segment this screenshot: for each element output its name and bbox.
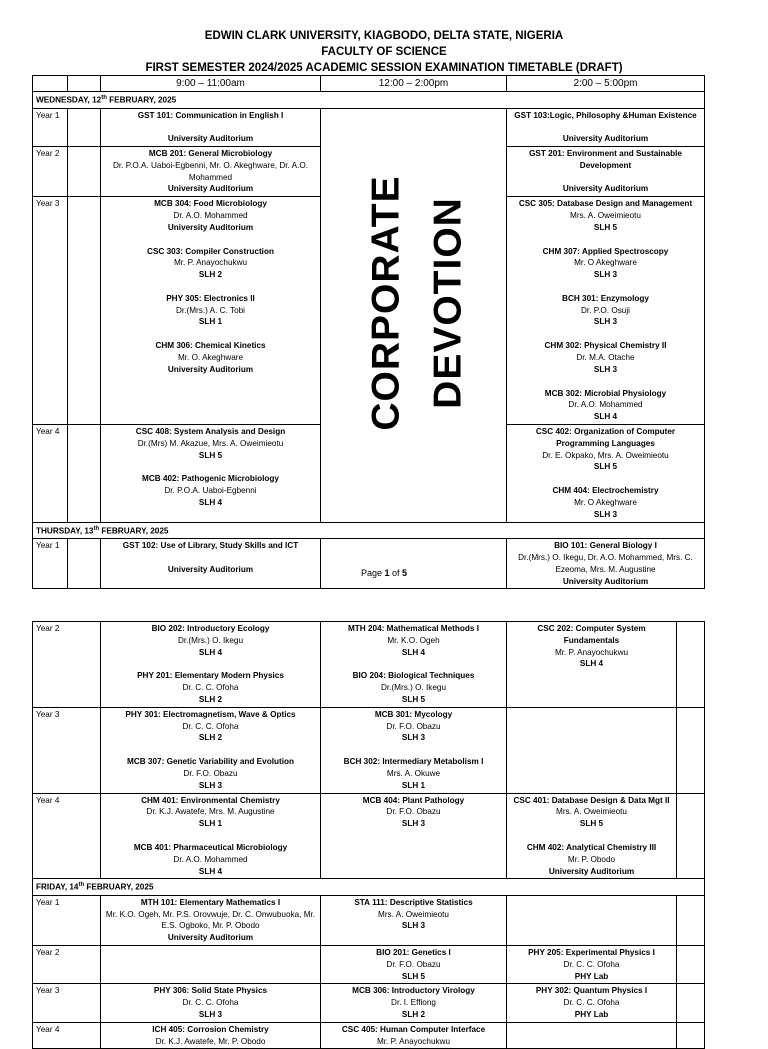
course-title: CSC 303: Compiler Construction bbox=[147, 246, 274, 256]
examiner-names: Mr. O. Akeghware bbox=[177, 353, 244, 363]
exam-entry bbox=[104, 473, 317, 508]
course-title: CSC 402: Organization of Computer Programming Languages bbox=[535, 427, 676, 448]
morning-slot bbox=[101, 895, 321, 945]
exam-venue: SLH 3 bbox=[593, 509, 618, 519]
examiner-names: Dr. C. C. Ofoha bbox=[182, 998, 239, 1008]
exam-entry bbox=[510, 340, 701, 375]
afternoon-slot bbox=[507, 146, 705, 196]
exam-entry bbox=[510, 985, 673, 1020]
morning-slot bbox=[101, 425, 321, 523]
exam-venue: SLH 2 bbox=[198, 694, 223, 704]
course-title: PHY 305: Electronics II bbox=[166, 293, 255, 303]
course-title: CSC 401: Database Design & Data Mgt II bbox=[513, 795, 670, 805]
exam-entry bbox=[104, 340, 317, 375]
year-label: Year 4 bbox=[33, 1022, 101, 1049]
corporate-line-1: CORPORATE bbox=[365, 175, 409, 431]
examiner-names: Mr. O Akeghware bbox=[574, 258, 637, 268]
year-label: Year 2 bbox=[33, 146, 68, 196]
examiner-names: Dr. P.O.A. Uaboi-Egbenni, Mr. O. Akeghware, Dr. A.O. Mohammed bbox=[112, 160, 309, 182]
course-title: CSC 202: Computer System Fundamentals bbox=[537, 624, 646, 645]
afternoon-slot bbox=[507, 197, 705, 425]
exam-venue: SLH 5 bbox=[593, 222, 618, 232]
exam-entry bbox=[324, 985, 503, 1020]
examiner-names: Dr. F.O. Obazu bbox=[386, 807, 441, 817]
course-title: CSC 305: Database Design and Management bbox=[518, 199, 693, 209]
afternoon-slot bbox=[507, 1022, 677, 1049]
exam-venue: University Auditorium bbox=[548, 866, 635, 876]
exam-entry bbox=[104, 897, 317, 944]
examiner-names: Dr. F.O. Obazu bbox=[183, 768, 238, 778]
year-row bbox=[33, 946, 705, 984]
year-row bbox=[33, 622, 705, 708]
exam-entry bbox=[104, 842, 317, 877]
year-label: Year 1 bbox=[33, 539, 68, 589]
blank-cell bbox=[677, 1022, 705, 1049]
day-text: THURSDAY, 13 bbox=[36, 526, 94, 536]
corporate-line-2: DEVOTION bbox=[427, 197, 471, 409]
course-title: PHY 201: Elementary Modern Physics bbox=[137, 671, 284, 681]
examiner-names: Mr. P. Obodo bbox=[567, 854, 616, 864]
course-title: BIO 201: Genetics I bbox=[376, 948, 451, 958]
exam-entry bbox=[510, 110, 701, 145]
exam-venue: SLH 5 bbox=[593, 462, 618, 472]
examiner-names: Dr. E. Okpako, Mrs. A. Oweimieotu bbox=[542, 450, 669, 460]
morning-slot bbox=[101, 108, 321, 146]
blank-cell bbox=[677, 707, 705, 793]
examiner-names: Dr.(Mrs.) O. Ikegu bbox=[177, 635, 244, 645]
exam-entry bbox=[324, 670, 503, 705]
exam-entry bbox=[104, 795, 317, 830]
course-title: BCH 302: Intermediary Metabolism I bbox=[343, 757, 484, 767]
year-label: Year 4 bbox=[33, 793, 101, 879]
exam-venue: SLH 1 bbox=[198, 317, 223, 327]
exam-entry bbox=[324, 623, 503, 658]
slot-header-morning: 9:00 – 11:00am bbox=[101, 76, 321, 92]
exam-venue: SLH 3 bbox=[198, 1010, 223, 1020]
noon-slot bbox=[321, 984, 507, 1022]
examiner-names: Dr. K.J. Awatefe, Mrs. M. Augustine bbox=[146, 807, 275, 817]
exam-entry bbox=[510, 148, 701, 195]
exam-venue: SLH 4 bbox=[593, 412, 618, 422]
day-row bbox=[33, 92, 705, 109]
blank-cell bbox=[677, 946, 705, 984]
spacer bbox=[104, 121, 317, 133]
noon-slot bbox=[321, 946, 507, 984]
morning-slot bbox=[101, 946, 321, 984]
exam-venue: SLH 5 bbox=[579, 819, 604, 829]
exam-venue: SLH 1 bbox=[198, 819, 223, 829]
exam-entry bbox=[510, 426, 701, 473]
blank-cell bbox=[68, 539, 101, 589]
year-label: Year 1 bbox=[33, 895, 101, 945]
course-title: PHY 302: Quantum Physics I bbox=[535, 986, 648, 996]
morning-slot bbox=[101, 984, 321, 1022]
course-title: CHM 401: Environmental Chemistry bbox=[141, 795, 280, 805]
exam-entry bbox=[324, 795, 503, 830]
morning-slot bbox=[101, 622, 321, 708]
exam-venue: SLH 3 bbox=[401, 819, 426, 829]
course-title: MCB 201: General Microbiology bbox=[148, 148, 273, 158]
exam-entry bbox=[104, 709, 317, 744]
exam-venue: SLH 3 bbox=[593, 317, 618, 327]
exam-venue: University Auditorium bbox=[167, 222, 254, 232]
afternoon-slot bbox=[507, 984, 677, 1022]
course-title: CSC 408: System Analysis and Design bbox=[135, 427, 286, 437]
exam-venue: University Auditorium bbox=[562, 576, 649, 586]
course-title: BIO 101: General Biology I bbox=[554, 541, 657, 551]
day-label-friday bbox=[33, 879, 705, 896]
day-month: FEBRUARY, 2025 bbox=[84, 883, 154, 893]
examiner-names: Dr. F.O. Obazu bbox=[386, 959, 441, 969]
page-label-mid: of bbox=[389, 568, 403, 578]
noon-slot bbox=[321, 622, 507, 708]
exam-entry bbox=[104, 623, 317, 658]
exam-venue: University Auditorium bbox=[167, 134, 254, 144]
blank-cell bbox=[677, 984, 705, 1022]
exam-venue: SLH 4 bbox=[198, 866, 223, 876]
examiner-names: Mrs. A. Oweimieotu bbox=[556, 807, 627, 817]
exam-entry bbox=[510, 795, 673, 830]
exam-venue: University Auditorium bbox=[562, 184, 649, 194]
exam-entry bbox=[324, 1024, 503, 1048]
course-title: CSC 405: Human Computer Interface bbox=[341, 1024, 486, 1034]
examiner-names: Mrs. A. Oweimieotu bbox=[570, 210, 641, 220]
exam-venue: University Auditorium bbox=[562, 134, 649, 144]
course-title: MCB 402: Pathogenic Microbiology bbox=[142, 474, 279, 484]
noon-slot bbox=[321, 1022, 507, 1049]
morning-slot bbox=[101, 197, 321, 425]
course-title: MCB 302: Microbial Physiology bbox=[544, 388, 667, 398]
exam-venue: SLH 5 bbox=[198, 450, 223, 460]
year-row bbox=[33, 895, 705, 945]
exam-venue: University Auditorium bbox=[167, 364, 254, 374]
exam-entry bbox=[104, 756, 317, 791]
day-row bbox=[33, 522, 705, 539]
examiner-names: Mr. K.O. Ogeh bbox=[387, 635, 440, 645]
course-title: MCB 401: Pharmaceutical Microbiology bbox=[133, 842, 288, 852]
blank-cell bbox=[68, 146, 101, 196]
noon-slot bbox=[321, 539, 507, 589]
exam-venue: PHY Lab bbox=[574, 1010, 609, 1020]
exam-venue: SLH 2 bbox=[198, 270, 223, 280]
exam-entry bbox=[324, 947, 503, 982]
course-title: CHM 306: Chemical Kinetics bbox=[155, 341, 266, 351]
morning-slot bbox=[101, 707, 321, 793]
exam-entry bbox=[324, 709, 503, 744]
exam-venue: SLH 3 bbox=[198, 780, 223, 790]
year-label: Year 3 bbox=[33, 984, 101, 1022]
page-label-num: 1 bbox=[384, 568, 390, 578]
day-suffix: th bbox=[93, 525, 100, 532]
afternoon-slot bbox=[507, 946, 677, 984]
afternoon-slot bbox=[507, 108, 705, 146]
exam-entry bbox=[104, 293, 317, 328]
blank-cell bbox=[677, 622, 705, 708]
course-title: MCB 404: Plant Pathology bbox=[362, 795, 465, 805]
morning-slot bbox=[101, 1022, 321, 1049]
examiner-names: Dr. C. C. Ofoha bbox=[182, 721, 239, 731]
spacer bbox=[104, 552, 317, 564]
exam-entry bbox=[510, 198, 701, 233]
course-title: BIO 204: Biological Techniques bbox=[352, 671, 475, 681]
exam-entry bbox=[510, 540, 701, 587]
blank-cell bbox=[68, 425, 101, 523]
course-title: CHM 302: Physical Chemistry II bbox=[544, 341, 667, 351]
exam-venue: SLH 1 bbox=[401, 780, 426, 790]
day-label-thursday bbox=[33, 522, 705, 539]
day-month: FEBRUARY, 2025 bbox=[106, 95, 177, 105]
afternoon-slot bbox=[507, 895, 677, 945]
page-number bbox=[0, 568, 768, 578]
examiner-names: Dr. M.A. Otache bbox=[576, 353, 635, 363]
year-row bbox=[33, 1022, 705, 1049]
timetable-page-2 bbox=[32, 621, 705, 1049]
noon-slot bbox=[321, 793, 507, 879]
course-title: ICH 405: Corrosion Chemistry bbox=[152, 1024, 269, 1034]
exam-venue: SLH 3 bbox=[401, 921, 426, 931]
faculty-name: FACULTY OF SCIENCE bbox=[321, 46, 447, 58]
spacer bbox=[510, 121, 701, 133]
exam-entry bbox=[104, 148, 317, 195]
exam-venue: SLH 3 bbox=[401, 733, 426, 743]
exam-entry bbox=[104, 246, 317, 281]
day-month: FEBRUARY, 2025 bbox=[99, 526, 169, 536]
year-row bbox=[33, 707, 705, 793]
course-title: MTH 204: Mathematical Methods I bbox=[347, 624, 480, 633]
year-label: Year 2 bbox=[33, 946, 101, 984]
exam-venue: University Auditorium bbox=[167, 184, 254, 194]
slot-header-afternoon: 2:00 – 5:00pm bbox=[507, 76, 705, 92]
examiner-names: Mr. P. Anayochukwu bbox=[554, 647, 629, 657]
year-row bbox=[33, 984, 705, 1022]
course-title: BIO 202: Introductory Ecology bbox=[151, 624, 270, 633]
exam-venue: SLH 4 bbox=[198, 647, 223, 657]
afternoon-slot bbox=[507, 793, 677, 879]
spacer bbox=[510, 172, 701, 184]
exam-entry bbox=[104, 110, 317, 145]
course-title: PHY 306: Solid State Physics bbox=[153, 986, 268, 996]
examiner-names: Dr. F.O. Obazu bbox=[386, 721, 441, 731]
examiner-names: Dr. A.O. Mohammed bbox=[173, 854, 248, 864]
exam-venue: SLH 2 bbox=[198, 733, 223, 743]
exam-venue: University Auditorium bbox=[167, 933, 254, 943]
exam-venue: SLH 3 bbox=[593, 364, 618, 374]
course-title: STA 111: Descriptive Statistics bbox=[354, 897, 473, 907]
exam-entry bbox=[104, 198, 317, 233]
examiner-names: Mr. P. Anayochukwu bbox=[376, 1036, 451, 1046]
examiner-names: Dr. C. C. Ofoha bbox=[563, 998, 620, 1008]
examiner-names: Dr. P.O.A. Uaboi-Egbenni bbox=[164, 486, 257, 496]
examiner-names: Dr. I. Effiong bbox=[391, 998, 436, 1008]
course-title: MCB 304: Food Microbiology bbox=[154, 199, 267, 209]
examiner-names: Mr. P. Anayochukwu bbox=[173, 258, 248, 268]
exam-venue: University Auditorium bbox=[167, 564, 254, 574]
column-header-row bbox=[33, 76, 705, 92]
exam-entry bbox=[510, 293, 701, 328]
course-title: MCB 307: Genetic Variability and Evolution bbox=[127, 757, 294, 767]
exam-entry bbox=[104, 985, 317, 1020]
afternoon-slot bbox=[507, 539, 705, 589]
noon-slot bbox=[321, 707, 507, 793]
exam-entry bbox=[510, 485, 701, 520]
year-row bbox=[33, 793, 705, 879]
examiner-names: Dr.(Mrs) M. Akazue, Mrs. A. Oweimieotu bbox=[137, 438, 284, 448]
day-text: FRIDAY, 14 bbox=[36, 883, 79, 893]
slot-header-noon: 12:00 – 2:00pm bbox=[321, 76, 507, 92]
examiner-names: Dr.(Mrs.) O. Ikegu, Dr. A.O. Mohammed, Mrs. C. Ezeoma, Mrs. M. Augustine bbox=[518, 552, 693, 574]
exam-venue: SLH 4 bbox=[198, 498, 223, 508]
course-title: CHM 404: Electrochemistry bbox=[552, 486, 659, 496]
course-title: PHY 301: Electromagnetism, Wave & Optics bbox=[125, 709, 296, 719]
year-label: Year 2 bbox=[33, 622, 101, 708]
morning-slot bbox=[101, 793, 321, 879]
morning-slot bbox=[101, 146, 321, 196]
exam-venue: SLH 5 bbox=[401, 694, 426, 704]
examiner-names: Dr. K.J. Awatefe, Mr. P. Obodo bbox=[155, 1036, 266, 1046]
year-row bbox=[33, 539, 705, 589]
examiner-names: Dr. C. C. Ofoha bbox=[182, 683, 239, 693]
exam-entry bbox=[324, 756, 503, 791]
day-label-wednesday bbox=[33, 92, 705, 109]
course-title: CHM 402: Analytical Chemistry III bbox=[526, 842, 657, 852]
corporate-devotion-banner bbox=[365, 175, 471, 431]
blank-cell bbox=[68, 197, 101, 425]
page-label-pre: Page bbox=[360, 568, 385, 578]
course-title: MCB 301: Mycology bbox=[374, 709, 453, 719]
course-title: MCB 306: Introductory Virology bbox=[352, 986, 475, 996]
timetable-title: FIRST SEMESTER 2024/2025 ACADEMIC SESSION EXAMINATION TIMETABLE (DRAFT) bbox=[145, 62, 623, 74]
course-title: BCH 301: Enzymology bbox=[562, 293, 649, 303]
year-header-cell bbox=[33, 76, 68, 92]
afternoon-slot bbox=[507, 622, 677, 708]
examiner-names: Dr. A.O. Mohammed bbox=[173, 210, 248, 220]
course-title: MTH 101: Elementary Mathematics I bbox=[140, 897, 281, 907]
course-title: GST 103:Logic, Philosophy &Human Existence bbox=[514, 110, 697, 120]
afternoon-slot bbox=[507, 707, 677, 793]
exam-venue: PHY Lab bbox=[574, 971, 609, 981]
day-row bbox=[33, 879, 705, 896]
day-suffix: th bbox=[101, 95, 107, 101]
exam-entry bbox=[104, 670, 317, 705]
exam-venue: SLH 4 bbox=[579, 659, 604, 669]
blank-cell bbox=[68, 108, 101, 146]
year-label: Year 3 bbox=[33, 197, 68, 425]
examiner-names: Dr. C. C. Ofoha bbox=[563, 959, 620, 969]
exam-venue: SLH 2 bbox=[401, 1010, 426, 1020]
examiner-names: Dr. P.O. Osuji bbox=[581, 305, 630, 315]
year-label: Year 1 bbox=[33, 108, 68, 146]
blank-cell bbox=[677, 895, 705, 945]
examiner-names: Mrs. A. Okuwe bbox=[386, 768, 441, 778]
exam-entry bbox=[324, 897, 503, 932]
noon-slot bbox=[321, 895, 507, 945]
exam-entry bbox=[510, 842, 673, 877]
exam-entry bbox=[510, 947, 673, 982]
year-row bbox=[33, 108, 705, 146]
day-text: WEDNESDAY, 12 bbox=[36, 95, 102, 105]
examiner-names: Dr.(Mrs.) O. Ikegu bbox=[380, 683, 447, 693]
course-title: PHY 205: Experimental Physics I bbox=[528, 948, 655, 958]
course-title: GST 201: Environment and Sustainable Development bbox=[529, 148, 682, 170]
exam-entry bbox=[104, 426, 317, 461]
course-title: GST 102: Use of Library, Study Skills and ICT bbox=[122, 541, 299, 551]
document-header bbox=[0, 28, 768, 76]
exam-entry bbox=[104, 1024, 317, 1048]
exam-venue: SLH 5 bbox=[401, 971, 426, 981]
exam-entry bbox=[510, 246, 701, 281]
exam-entry bbox=[510, 388, 701, 423]
page-label-total: 5 bbox=[402, 568, 408, 578]
year-label: Year 3 bbox=[33, 707, 101, 793]
course-title: GST 101: Communication in English I bbox=[137, 110, 284, 120]
examiner-names: Dr. A.O. Mohammed bbox=[568, 400, 643, 410]
examiner-names: Mr. O Akeghware bbox=[574, 498, 637, 508]
year-label: Year 4 bbox=[33, 425, 68, 523]
university-name: EDWIN CLARK UNIVERSITY, KIAGBODO, DELTA STATE, NIGERIA bbox=[204, 30, 564, 42]
blank-header-cell bbox=[68, 76, 101, 92]
examiner-names: Mrs. A. Oweimieotu bbox=[378, 909, 449, 919]
day-suffix: th bbox=[78, 882, 85, 889]
exam-entry bbox=[510, 623, 673, 670]
exam-venue: SLH 3 bbox=[593, 270, 618, 280]
blank-cell bbox=[677, 793, 705, 879]
morning-slot bbox=[101, 539, 321, 589]
examiner-names: Dr.(Mrs.) A. C. Tobi bbox=[176, 305, 245, 315]
examiner-names: Mr. K.O. Ogeh, Mr. P.S. Orovwuje, Dr. C. Onwubuoka, Mr. E.S. Ogboko, Mr. P. Obodo bbox=[105, 909, 316, 931]
course-title: CHM 307: Applied Spectroscopy bbox=[542, 246, 669, 256]
afternoon-slot bbox=[507, 425, 705, 523]
exam-venue: SLH 4 bbox=[401, 647, 426, 657]
